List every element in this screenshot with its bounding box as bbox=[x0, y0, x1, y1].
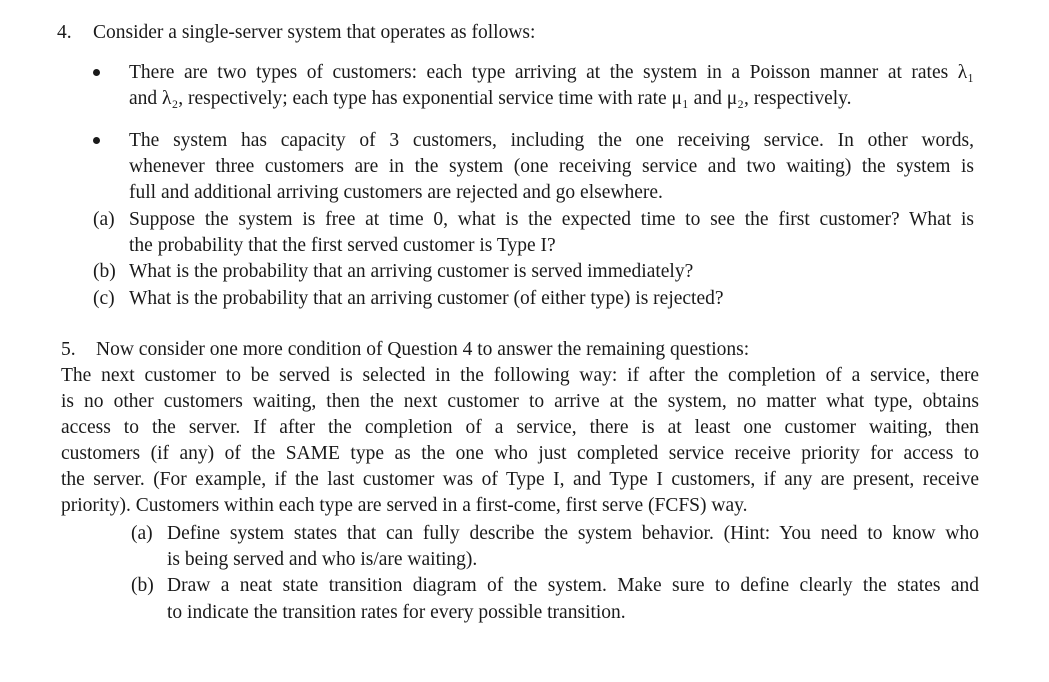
q5-part-b-line-2: to indicate the transition rates for every possible transition. bbox=[167, 602, 626, 623]
q5-number: 5. bbox=[61, 339, 76, 360]
q4-number: 4. bbox=[57, 22, 72, 43]
q5-paragraph-line-1: The next customer to be served is selected in the following way: if after the completion of a service, there bbox=[61, 365, 979, 386]
q4-bullet-1-line-1: There are two types of customers: each type arriving at the system in a Poisson manner at rates λ₁ bbox=[129, 62, 974, 83]
q4-part-b-line-1: What is the probability that an arriving customer is served immediately? bbox=[129, 261, 694, 282]
q4-part-a-line-2: the probability that the first served customer is Type I? bbox=[129, 235, 556, 256]
q4-part-a-label: (a) bbox=[93, 209, 115, 230]
bullet-dot bbox=[93, 137, 100, 144]
q4-bullet-2-line-3: full and additional arriving customers are rejected and go elsewhere. bbox=[129, 182, 663, 203]
q5-part-b-line-1: Draw a neat state transition diagram of the system. Make sure to define clearly the states and bbox=[167, 575, 979, 596]
q4-part-a-line-1: Suppose the system is free at time 0, what is the expected time to see the first customer? What is bbox=[129, 209, 974, 230]
q5-paragraph-line-4: customers (if any) of the SAME type as the one who just completed service receive priority for access to bbox=[61, 443, 979, 464]
q5-title: Now consider one more condition of Question 4 to answer the remaining questions: bbox=[96, 339, 750, 360]
q5-part-a-label: (a) bbox=[131, 523, 153, 544]
q4-part-c-label: (c) bbox=[93, 288, 115, 309]
q4-bullet-2-line-1: The system has capacity of 3 customers, including the one receiving service. In other words, bbox=[129, 130, 974, 151]
q5-paragraph-line-2: is no other customers waiting, then the next customer to arrive at the system, no matter what type, obtains bbox=[61, 391, 979, 412]
q5-part-a-line-1: Define system states that can fully describe the system behavior. (Hint: You need to know who bbox=[167, 523, 979, 544]
q5-part-b-label: (b) bbox=[131, 575, 154, 596]
q4-bullet-2-line-2: whenever three customers are in the system (one receiving service and two waiting) the system is bbox=[129, 156, 974, 177]
q4-bullet-1-line-2: and λ₂, respectively; each type has exponential service time with rate μ₁ and μ₂, respectively. bbox=[129, 88, 852, 109]
q4-part-c-line-1: What is the probability that an arriving customer (of either type) is rejected? bbox=[129, 288, 724, 309]
bullet-dot bbox=[93, 69, 100, 76]
q5-part-a-line-2: is being served and who is/are waiting). bbox=[167, 549, 478, 570]
q4-part-b-label: (b) bbox=[93, 261, 116, 282]
q5-paragraph-line-3: access to the server. If after the completion of a service, there is at least one customer waiting, then bbox=[61, 417, 979, 438]
q4-title: Consider a single-server system that operates as follows: bbox=[93, 22, 536, 43]
q5-paragraph-line-6: priority). Customers within each type are served in a first-come, first serve (FCFS) way. bbox=[61, 495, 748, 516]
q5-paragraph-line-5: the server. (For example, if the last customer was of Type I, and Type I customers, if any are present, receive bbox=[61, 469, 979, 490]
